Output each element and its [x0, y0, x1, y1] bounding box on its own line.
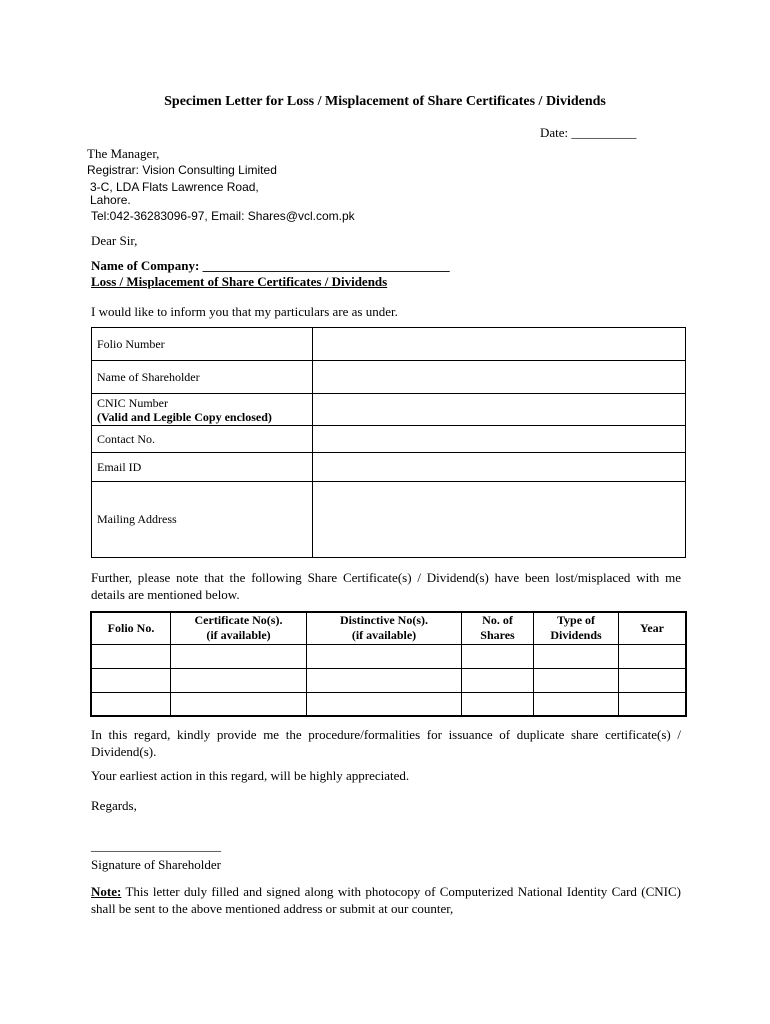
table-row	[92, 394, 686, 426]
regard-text: In this regard, kindly provide me the procedure/formalities for issuance of duplicate share certificate(s) / Dividend(s).	[91, 727, 681, 759]
address-line-2: Registrar: Vision Consulting Limited	[87, 163, 277, 177]
note-paragraph	[91, 883, 681, 917]
note-text: This letter duly filled and signed along with photocopy of Computerized National Identity Card (CNIC) shall be sent to the above mentioned address or submit at our counter,	[91, 884, 681, 916]
table-row	[92, 361, 686, 394]
cell-certificate[interactable]	[171, 692, 307, 716]
col-folio: Folio No.	[91, 612, 171, 644]
cnic-label-cell	[92, 394, 313, 426]
cell-shares[interactable]	[462, 668, 534, 692]
col-dividend-type-line1: Type of	[556, 613, 596, 628]
certificates-table	[90, 611, 687, 717]
col-distinctive-line1: Distinctive No(s).	[340, 613, 428, 628]
table-row	[91, 692, 686, 716]
salutation: Dear Sir,	[91, 233, 138, 248]
cell-folio[interactable]	[91, 644, 171, 668]
col-certificate-line1: Certificate No(s).	[194, 613, 283, 628]
cell-shares[interactable]	[462, 644, 534, 668]
cnic-field[interactable]	[313, 394, 686, 426]
cell-certificate[interactable]	[171, 644, 307, 668]
regards-text: Regards,	[91, 798, 137, 813]
cell-year[interactable]	[619, 692, 687, 716]
mailing-address-label: Mailing Address	[92, 482, 313, 558]
contact-field[interactable]	[313, 426, 686, 453]
cell-certificate[interactable]	[171, 668, 307, 692]
address-line-3: 3-C, LDA Flats Lawrence Road,	[90, 180, 259, 194]
shareholder-name-label: Name of Shareholder	[92, 361, 313, 394]
cell-distinctive[interactable]	[307, 692, 462, 716]
cell-folio[interactable]	[91, 668, 171, 692]
cnic-note: (Valid and Legible Copy enclosed)	[97, 409, 272, 424]
folio-number-label: Folio Number	[92, 328, 313, 361]
col-dividend-type-line2: Dividends	[550, 628, 602, 643]
signature-label: Signature of Shareholder	[91, 857, 221, 872]
table-row	[91, 668, 686, 692]
table-row	[92, 482, 686, 558]
table-row	[92, 426, 686, 453]
cell-folio[interactable]	[91, 692, 171, 716]
address-line-4: Lahore.	[90, 193, 131, 207]
table-row	[92, 453, 686, 482]
col-shares-line1: No. of	[482, 613, 513, 628]
cell-year[interactable]	[619, 668, 687, 692]
subject-company: Name of Company: ______________________________________	[91, 258, 450, 273]
col-distinctive	[307, 612, 462, 644]
col-dividend-type	[534, 612, 619, 644]
further-text: Further, please note that the following Share Certificate(s) / Dividend(s) have been lost/misplaced with me details are mentioned below.	[91, 570, 681, 602]
col-distinctive-line2: (if available)	[351, 628, 417, 643]
note-label: Note:	[91, 884, 122, 899]
folio-number-field[interactable]	[313, 328, 686, 361]
particulars-table	[91, 327, 686, 558]
page-title: Specimen Letter for Loss / Misplacement of Share Certificates / Dividends	[164, 94, 606, 109]
cell-dividend-type[interactable]	[534, 644, 619, 668]
table-header-row	[91, 612, 686, 644]
cnic-label: CNIC Number	[97, 395, 168, 410]
cell-shares[interactable]	[462, 692, 534, 716]
table-row	[92, 328, 686, 361]
subject-topic: Loss / Misplacement of Share Certificates / Dividends	[91, 274, 388, 289]
cell-year[interactable]	[619, 644, 687, 668]
col-certificate	[171, 612, 307, 644]
email-field[interactable]	[313, 453, 686, 482]
col-shares-line2: Shares	[480, 628, 515, 643]
email-label: Email ID	[92, 453, 313, 482]
date-field: Date: __________	[540, 125, 637, 140]
shareholder-name-field[interactable]	[313, 361, 686, 394]
mailing-address-field[interactable]	[313, 482, 686, 558]
address-line-1: The Manager,	[87, 146, 160, 161]
signature-line: ____________________	[91, 838, 221, 853]
cell-distinctive[interactable]	[307, 644, 462, 668]
earliest-action-text: Your earliest action in this regard, will be highly appreciated.	[91, 768, 410, 783]
cell-dividend-type[interactable]	[534, 692, 619, 716]
col-year: Year	[619, 612, 687, 644]
cell-distinctive[interactable]	[307, 668, 462, 692]
col-certificate-line2: (if available)	[206, 628, 271, 643]
cell-dividend-type[interactable]	[534, 668, 619, 692]
table-row	[91, 644, 686, 668]
intro-text: I would like to inform you that my particulars are as under.	[91, 304, 398, 319]
address-line-5: Tel:042-36283096-97, Email: Shares@vcl.com.pk	[91, 209, 355, 223]
contact-label: Contact No.	[92, 426, 313, 453]
col-shares	[462, 612, 534, 644]
